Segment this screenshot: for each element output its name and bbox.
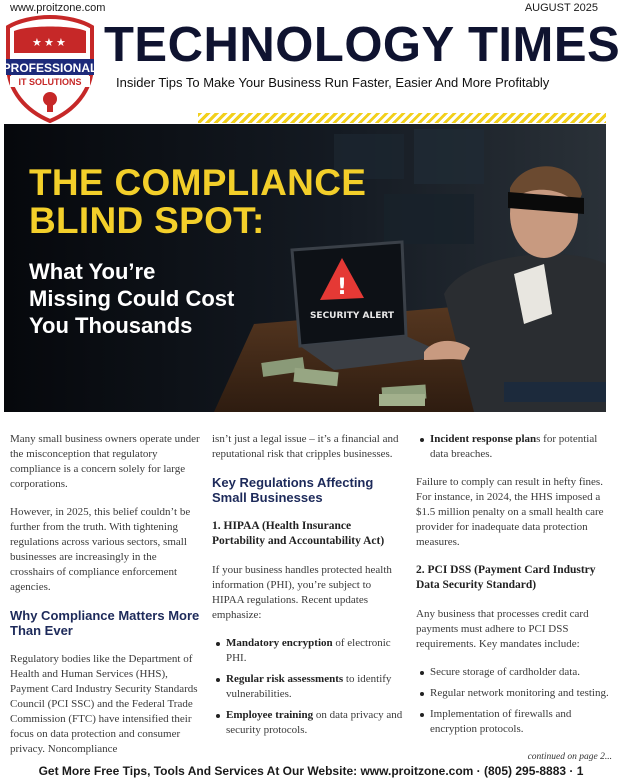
newsletter-title: TECHNOLOGY TIMES <box>104 18 621 72</box>
paragraph: isn’t just a legal issue – it’s a financial and reputational risk that cripples businesses. <box>212 433 399 460</box>
svg-text:IT SOLUTIONS: IT SOLUTIONS <box>18 77 82 87</box>
list-item: Implementation of firewalls and encryption protocols. <box>416 707 612 737</box>
paragraph: Failure to comply can result in hefty fines. For instance, in 2024, the HHS imposed a $1.5 million penalty on a small health care provider for inadequate data protection measures. <box>416 476 604 548</box>
paragraph: If your business handles protected health information (PHI), you’re subject to HIPAA regulations. Recent updates emphasize: <box>212 564 392 621</box>
hero-subheadline-line: You Thousands <box>29 313 193 338</box>
svg-text:PROFESSIONAL: PROFESSIONAL <box>4 61 96 75</box>
article-column-2 <box>212 432 405 751</box>
article-column-1 <box>10 432 200 770</box>
hipaa-requirements-list-continued <box>416 432 612 462</box>
list-item-bold: Incident response plan <box>430 433 537 445</box>
top-bar <box>10 2 598 16</box>
footer-bar: Get More Free Tips, Tools And Services At Our Website: www.proitzone.com · (805) 295-8883 · 1 <box>38 764 584 778</box>
article-column-3 <box>416 432 612 765</box>
website-url[interactable]: www.proitzone.com <box>10 2 106 14</box>
list-item <box>212 672 405 702</box>
svg-text:★: ★ <box>44 36 54 49</box>
list-item-text: on data privacy and security protocols. <box>226 709 403 736</box>
svg-text:★: ★ <box>56 36 66 49</box>
hero-banner <box>4 124 606 412</box>
newsletter-tagline: Insider Tips To Make Your Business Run Faster, Easier And More Profitably <box>116 75 550 90</box>
security-alert-text: SECURITY ALERT <box>309 311 395 321</box>
section-heading-why-compliance: Why Compliance Matters More Than Ever <box>10 608 200 638</box>
continued-note: continued on page 2... <box>527 752 612 762</box>
issue-date: AUGUST 2025 <box>524 2 598 14</box>
subheading-pci-dss: 2. PCI DSS (Payment Card Industry Data Security Standard) <box>416 564 596 591</box>
company-logo <box>4 15 96 125</box>
svg-text:★: ★ <box>32 36 42 49</box>
list-item <box>212 636 405 666</box>
hazard-stripe-divider <box>198 113 606 123</box>
list-item-bold: Mandatory encryption <box>226 637 333 649</box>
pci-requirements-list <box>416 665 612 737</box>
hero-subheadline-line: Missing Could Cost <box>29 286 235 311</box>
list-item-bold: Regular risk assessments <box>226 673 344 685</box>
section-heading-key-regulations: Key Regulations Affecting Small Businesses <box>212 475 374 505</box>
list-item <box>212 708 405 738</box>
hipaa-requirements-list <box>212 636 405 738</box>
list-item <box>416 432 612 462</box>
hero-headline-line: BLIND SPOT: <box>29 200 265 241</box>
paragraph: However, in 2025, this belief couldn’t be further from the truth. With tightening regulations across various sectors, small businesses are increasingly in the crosshairs of compliance enforcement agencies. <box>10 506 191 593</box>
hero-headline <box>29 164 366 240</box>
list-item-text: s for potential data breaches. <box>430 433 598 460</box>
paragraph: Many small business owners operate under the misconception that regulatory compliance is a concern solely for large corporations. <box>10 433 200 490</box>
list-item-text: to identify vulnerabilities. <box>226 673 392 700</box>
hero-subheadline <box>29 258 234 339</box>
hero-subheadline-line: What You’re <box>29 259 156 284</box>
hero-headline-line: THE COMPLIANCE <box>29 162 367 203</box>
list-item-text: of electronic PHI. <box>226 637 391 664</box>
paragraph: Regulatory bodies like the Department of Health and Human Services (HHS), Payment Card Industry Security Standards Council (PCI SSC) and the Federal Trade Commission (FTC) have intensified their focus on data protection and consumer privacy. Noncompliance <box>10 653 198 755</box>
list-item: Secure storage of cardholder data. <box>416 665 612 680</box>
list-item: Regular network monitoring and testing. <box>416 686 612 701</box>
svg-text:!: ! <box>336 275 348 300</box>
subheading-hipaa: 1. HIPAA (Health Insurance Portability and Accountability Act) <box>212 520 385 547</box>
list-item-bold: Employee training <box>226 709 314 721</box>
paragraph: Any business that processes credit card payments must adhere to PCI DSS requirements. Key mandates include: <box>416 608 589 650</box>
